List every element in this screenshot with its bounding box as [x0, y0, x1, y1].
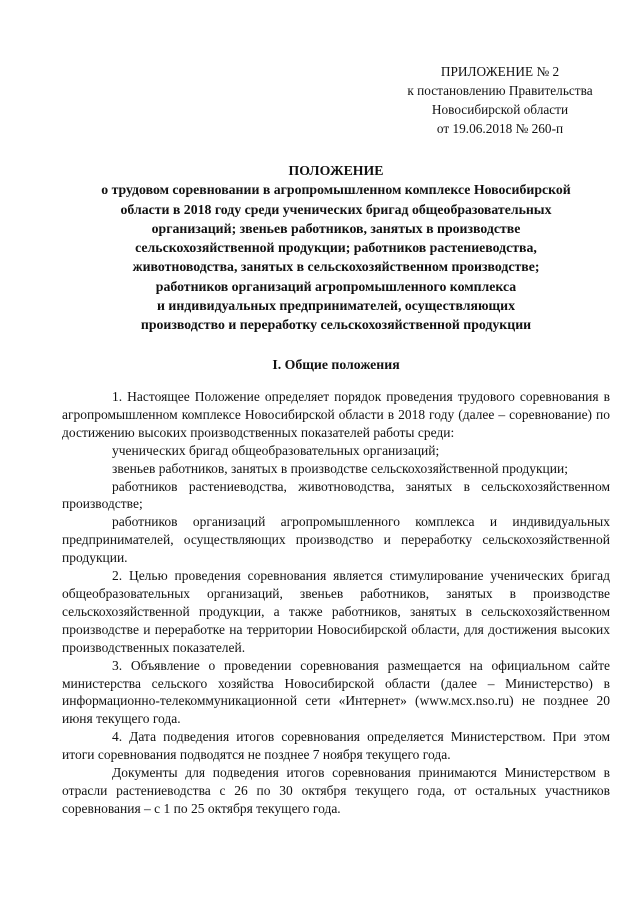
title-line: области в 2018 году среди ученических бригад общеобразовательных — [120, 201, 552, 217]
paragraph-documents: Документы для подведения итогов соревнования принимаются Министерством в отрасли растениеводства с 26 по 30 октября текущего года, от остальных участников соревнования – с 1 по 25 октября текущего года. — [62, 765, 610, 816]
appendix-block — [395, 62, 605, 138]
paragraph-4: 4. Дата подведения итогов соревнования определяется Министерством. При этом итоги соревнования подводятся не позднее 7 ноября текущего года. — [62, 729, 610, 763]
paragraph-2: 2. Целью проведения соревнования является стимулирование ученических бригад общеобразовательных организаций, звеньев работников, занятых в производстве сельскохозяйственной продукции, а также работников, занятых в сельскохозяйственном производстве и переработке на территории Новосибирской области, для достижения высоких производственных показателей. — [62, 568, 610, 655]
title-heading: ПОЛОЖЕНИЕ — [288, 163, 384, 178]
title-line: сельскохозяйственной продукции; работников растениеводства, — [135, 240, 537, 256]
section-heading: I. Общие положения — [272, 357, 400, 372]
appendix-region: Новосибирской области — [431, 102, 569, 117]
title-line: о трудовом соревновании в агропромышленном комплексе Новосибирской — [101, 182, 571, 198]
list-item: ученических бригад общеобразовательных организаций; — [112, 442, 440, 458]
title-line: работников организаций агропромышленного комплекса — [155, 278, 517, 294]
document-title — [62, 161, 610, 335]
appendix-number: ПРИЛОЖЕНИЕ № 2 — [440, 64, 560, 79]
section-body — [62, 388, 610, 818]
title-line: организаций; звеньев работников, занятых в производстве — [151, 220, 521, 236]
title-line: животноводства, занятых в сельскохозяйственном производстве; — [132, 259, 540, 275]
paragraph-1: 1. Настоящее Положение определяет порядок проведения трудового соревнования в агропромышленном комплексе Новосибирской области в 2018 году (далее – соревнование) по достижению высоких производственных показателей работы среди: — [62, 389, 610, 440]
appendix-reference: к постановлению Правительства — [407, 83, 593, 98]
list-item: работников растениеводства, животноводства, занятых в сельскохозяйственном производстве; — [62, 478, 610, 512]
appendix-date: от 19.06.2018 № 260-п — [436, 121, 564, 136]
title-line: и индивидуальных предпринимателей, осуществляющих — [156, 298, 515, 314]
list-item: звеньев работников, занятых в производстве сельскохозяйственной продукции; — [112, 460, 568, 476]
title-line: производство и переработку сельскохозяйственной продукции — [140, 317, 532, 333]
list-item: работников организаций агропромышленного комплекса и индивидуальных предпринимателей, осуществляющих производство и переработку сельскохозяйственной продукции. — [62, 514, 610, 566]
paragraph-3: 3. Объявление о проведении соревнования размещается на официальном сайте министерства сельского хозяйства Новосибирской области (далее – Министерство) в информационно-телекоммуникационной сети «Интернет» (www.мсх.nso.ru) не позднее 20 июня текущего года. — [62, 657, 610, 727]
